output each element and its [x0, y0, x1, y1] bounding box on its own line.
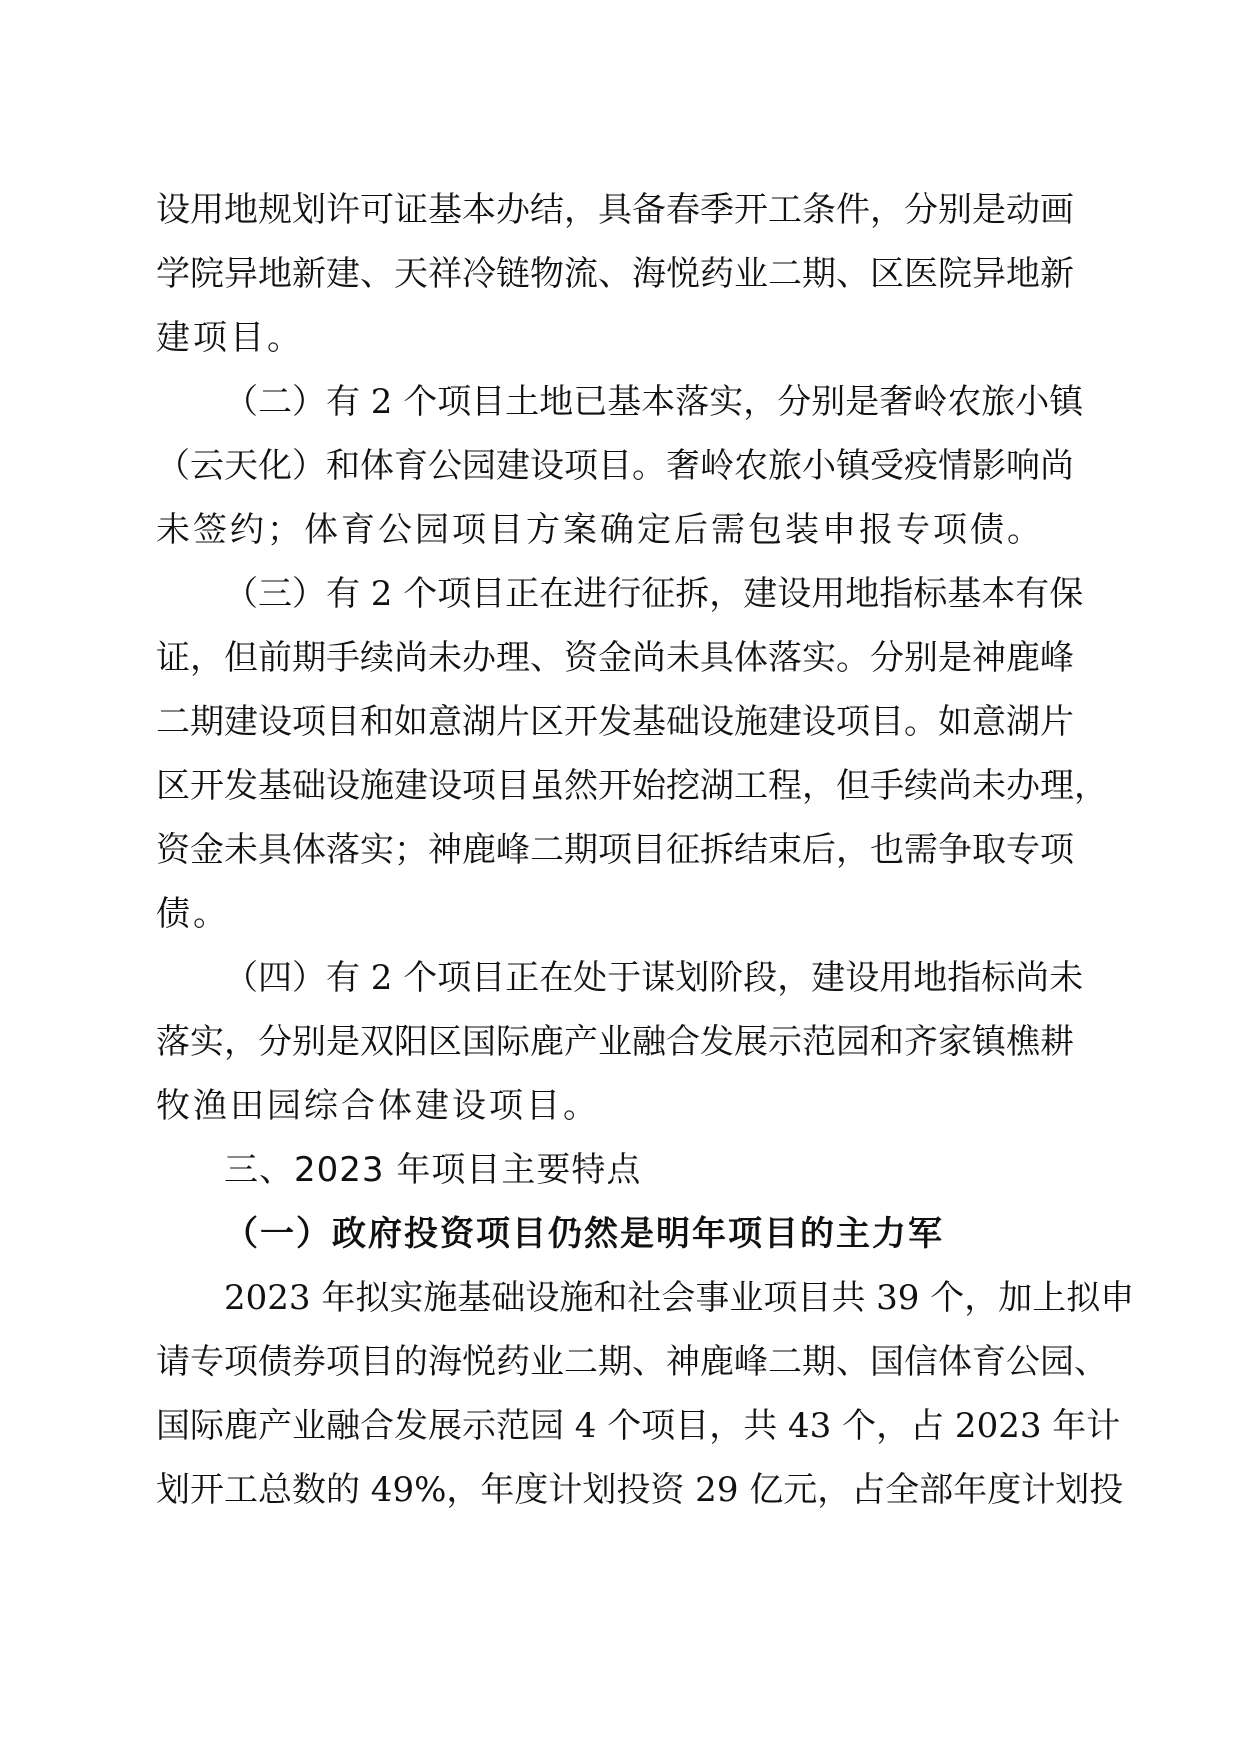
text-line: 证，但前期手续尚未办理、资金尚未具体落实。分别是神鹿峰 — [156, 638, 1074, 678]
text-line: 资金未具体落实；神鹿峰二期项目征拆结束后，也需争取专项 — [156, 830, 1074, 870]
text-line: 请专项债券项目的海悦药业二期、神鹿峰二期、国信体育公园、 — [156, 1342, 1108, 1382]
section-heading: 三、2023 年项目主要特点 — [224, 1150, 642, 1190]
text-line: 区开发基础设施建设项目虽然开始挖湖工程，但手续尚未办理， — [156, 766, 1108, 806]
paragraph-four-start: （四）有 2 个项目正在处于谋划阶段，建设用地指标尚未 — [224, 958, 1084, 998]
text-line: 债。 — [156, 894, 230, 934]
paragraph-2023-start: 2023 年拟实施基础设施和社会事业项目共 39 个，加上拟申 — [224, 1278, 1135, 1318]
paragraph-two-start: （二）有 2 个项目土地已基本落实，分别是奢岭农旅小镇 — [224, 382, 1084, 422]
text-line: 划开工总数的 49%，年度计划投资 29 亿元，占全部年度计划投 — [156, 1470, 1124, 1510]
subsection-heading: （一）政府投资项目仍然是明年项目的主力军 — [224, 1214, 944, 1254]
text-line: 设用地规划许可证基本办结，具备春季开工条件，分别是动画 — [156, 190, 1074, 230]
document-body — [156, 178, 1135, 1522]
text-line: 国际鹿产业融合发展示范园 4 个项目，共 43 个，占 2023 年计 — [156, 1406, 1121, 1446]
text-line: 二期建设项目和如意湖片区开发基础设施建设项目。如意湖片 — [156, 702, 1074, 742]
text-line: 牧渔田园综合体建设项目。 — [156, 1086, 600, 1126]
text-line: 学院异地新建、天祥冷链物流、海悦药业二期、区医院异地新 — [156, 254, 1074, 294]
text-line: 建项目。 — [156, 318, 304, 358]
paragraph-three-start: （三）有 2 个项目正在进行征拆，建设用地指标基本有保 — [224, 574, 1084, 614]
text-line: （云天化）和体育公园建设项目。奢岭农旅小镇受疫情影响尚 — [156, 446, 1074, 486]
text-line: 未签约；体育公园项目方案确定后需包装申报专项债。 — [156, 510, 1044, 550]
text-line: 落实，分别是双阳区国际鹿产业融合发展示范园和齐家镇樵耕 — [156, 1022, 1074, 1062]
